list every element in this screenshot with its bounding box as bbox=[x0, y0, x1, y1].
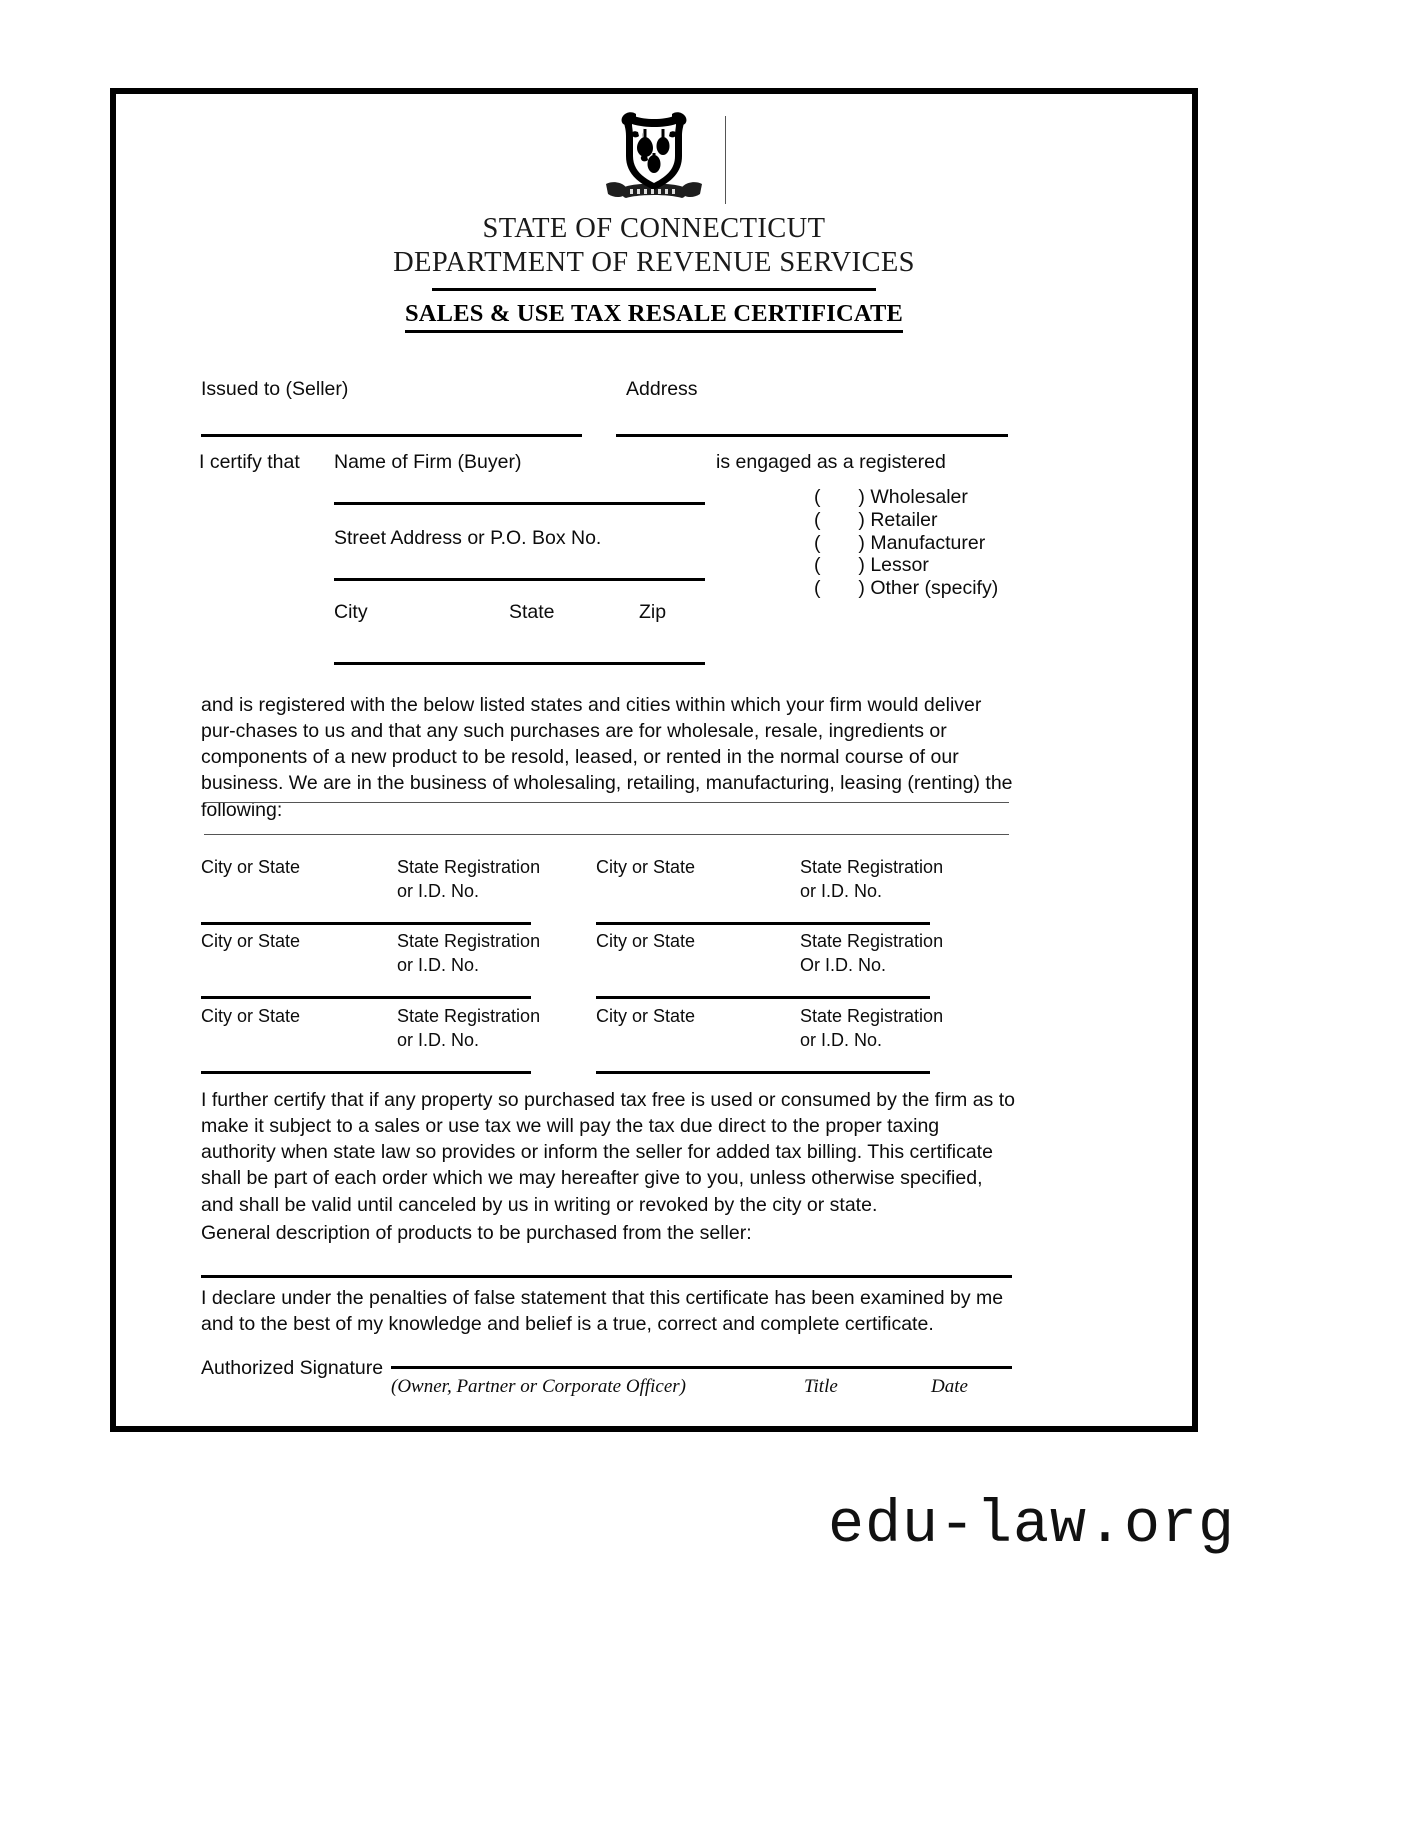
table-row-1-left-city-label: City or State bbox=[201, 857, 301, 877]
agency-state-line: STATE OF CONNECTICUT bbox=[482, 213, 826, 244]
table-row-1-left-reg-line-2: or I.D. No. bbox=[397, 881, 480, 901]
authorized-signature-input-line[interactable] bbox=[391, 1366, 1012, 1369]
general-description-label: General description of products to be purchased from the seller: bbox=[201, 1222, 752, 1244]
agency-department-line: DEPARTMENT OF REVENUE SERVICES bbox=[393, 246, 915, 278]
table-row-2-left-reg-line-1: State Registration bbox=[397, 931, 541, 951]
table-row-3-left-city-label: City or State bbox=[201, 1006, 301, 1026]
table-row-1-right-city-label: City or State bbox=[596, 857, 696, 877]
table-row-2-left-city-label: City or State bbox=[201, 931, 301, 951]
table-row-1-left-input-line[interactable] bbox=[201, 922, 531, 925]
address-label: Address bbox=[626, 378, 698, 400]
table-row-3-right-reg-line-1: State Registration bbox=[800, 1006, 944, 1026]
zip-label: Zip bbox=[639, 601, 667, 623]
registrant-type-list bbox=[814, 486, 998, 600]
site-watermark: edu-law.org bbox=[828, 1492, 1236, 1560]
table-row-3-left-reg-line-1: State Registration bbox=[397, 1006, 541, 1026]
further-certify-paragraph: I further certify that if any property so purchased tax free is used or consumed by the firm as to make it subject to a sales or use tax we will pay the tax due direct to the proper taxing authority when state law so provides or inform the seller for added tax billing. This certificate shall be part of each order which we may hereafter give to you, unless otherwise specified, and shall be valid until canceled by us in writing or revoked by the city or state. bbox=[201, 1089, 1015, 1216]
page-title: SALES & USE TAX RESALE CERTIFICATE bbox=[405, 300, 903, 333]
document-heading bbox=[116, 212, 1192, 333]
table-row-3-left-input-line[interactable] bbox=[201, 1071, 531, 1074]
table-row-2-left-reg-line-2: or I.D. No. bbox=[397, 955, 480, 975]
title-top-rule bbox=[432, 288, 876, 291]
seal-divider-rule bbox=[725, 116, 726, 204]
date-label: Date bbox=[931, 1376, 968, 1397]
firm-name-label: Name of Firm (Buyer) bbox=[334, 451, 522, 473]
table-row-2-right-city-label: City or State bbox=[596, 931, 696, 951]
certify-that-label: I certify that bbox=[199, 451, 300, 473]
declaration-paragraph: I declare under the penalties of false statement that this certificate has been examined by me and to the best of my knowledge and belief is a true, correct and complete certificate. bbox=[201, 1287, 1004, 1336]
issued-to-input-line[interactable] bbox=[201, 434, 582, 437]
signer-caption: (Owner, Partner or Corporate Officer) bbox=[391, 1376, 687, 1397]
business-description-line-2[interactable] bbox=[204, 834, 1009, 835]
connecticut-state-seal-icon bbox=[588, 112, 720, 204]
table-row-2-left-input-line[interactable] bbox=[201, 996, 531, 999]
street-address-label: Street Address or P.O. Box No. bbox=[334, 527, 602, 549]
authorized-signature-label: Authorized Signature bbox=[201, 1357, 384, 1379]
title-label: Title bbox=[804, 1376, 838, 1397]
city-state-zip-input-line[interactable] bbox=[334, 662, 705, 665]
table-row-1-right-input-line[interactable] bbox=[596, 922, 930, 925]
engaged-as-registered-label: is engaged as a registered bbox=[716, 451, 946, 473]
seal-container bbox=[116, 112, 1192, 204]
table-row-1-left-reg-line-1: State Registration bbox=[397, 857, 541, 877]
table-row-3-right-input-line[interactable] bbox=[596, 1071, 930, 1074]
table-row-3-left-reg-line-2: or I.D. No. bbox=[397, 1030, 480, 1050]
table-row-1-right-reg-line-2: or I.D. No. bbox=[800, 881, 883, 901]
registrant-type-retailer[interactable]: ( ) Retailer bbox=[814, 508, 938, 531]
table-row-2-right-reg-line-2: Or I.D. No. bbox=[800, 955, 887, 975]
city-label: City bbox=[334, 601, 368, 623]
table-row-1-right-reg-line-1: State Registration bbox=[800, 857, 944, 877]
firm-name-input-line[interactable] bbox=[334, 502, 705, 505]
table-row-2-right-input-line[interactable] bbox=[596, 996, 930, 999]
table-row-3-right-city-label: City or State bbox=[596, 1006, 696, 1026]
registrant-type-other[interactable]: ( ) Other (specify) bbox=[814, 577, 999, 600]
page-content bbox=[116, 94, 1192, 1426]
certificate-page bbox=[110, 88, 1198, 1432]
business-description-line-1[interactable] bbox=[204, 802, 1009, 803]
issued-to-label: Issued to (Seller) bbox=[201, 378, 349, 400]
general-description-input-line[interactable] bbox=[201, 1275, 1012, 1278]
address-input-line[interactable] bbox=[616, 434, 1008, 437]
table-row-3-right-reg-line-2: or I.D. No. bbox=[800, 1030, 883, 1050]
registrant-type-lessor[interactable]: ( ) Lessor bbox=[814, 554, 929, 577]
table-row-2-right-reg-line-1: State Registration bbox=[800, 931, 944, 951]
registrant-type-manufacturer[interactable]: ( ) Manufacturer bbox=[814, 531, 986, 554]
street-address-input-line[interactable] bbox=[334, 578, 705, 581]
registrant-type-wholesaler[interactable]: ( ) Wholesaler bbox=[814, 486, 968, 508]
state-label: State bbox=[509, 601, 555, 623]
registered-with-paragraph: and is registered with the below listed states and cities within which your firm would deliver pur-chases to us and that any such purchases are for wholesale, resale, ingredients or components of a new product to be resold, leased, or rented in the normal course of our business. We are in the business of wholesaling, retailing, manufacturing, leasing (renting) the following: bbox=[201, 694, 1013, 821]
